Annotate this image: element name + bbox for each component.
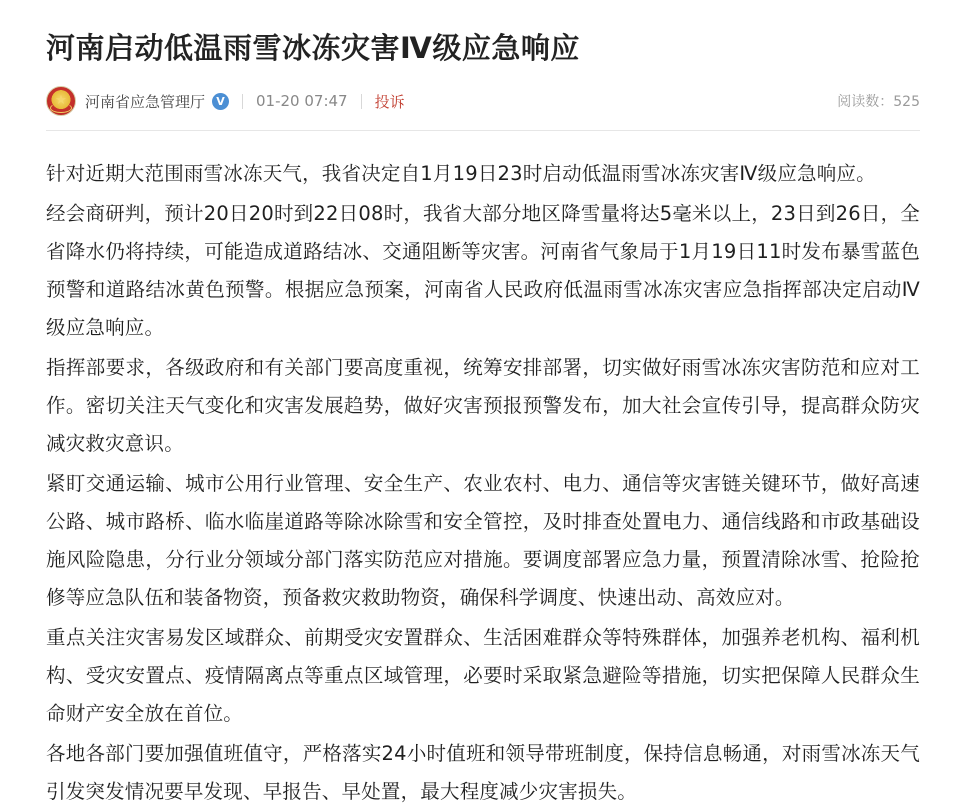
page-title: 河南启动低温雨雪冰冻灾害Ⅳ级应急响应 xyxy=(46,31,580,65)
publish-time: 01-20 07:47 xyxy=(256,92,348,110)
paragraph: 指挥部要求，各级政府和有关部门要高度重视，统筹安排部署，切实做好雨雪冰冻灾害防范和应对工作。密切关注天气变化和灾害发展趋势，做好灾害预报预警发布，加大社会宣传引导，提高群众防灾减灾救灾意识。 xyxy=(46,356,920,455)
paragraph: 重点关注灾害易发区域群众、前期受灾安置群众、生活困难群众等特殊群体，加强养老机构、福利机构、受灾安置点、疫情隔离点等重点区域管理，必要时采取紧急避险等措施，切实把保障人民群众生命财产安全放在首位。 xyxy=(46,626,920,725)
verified-badge-icon: V xyxy=(212,93,229,110)
paragraph: 经会商研判，预计20日20时到22日08时，我省大部分地区降雪量将达5毫米以上，23日到26日，全省降水仍将持续，可能造成道路结冰、交通阻断等灾害。河南省气象局于1月19日11时发布暴雪蓝色预警和道路结冰黄色预警。根据应急预案，河南省人民政府低温雨雪冰冻灾害应急指挥部决定启动Ⅳ级应急响应。 xyxy=(46,202,920,339)
paragraph: 紧盯交通运输、城市公用行业管理、安全生产、农业农村、电力、通信等灾害链关键环节，做好高速公路、城市路桥、临水临崖道路等除冰除雪和安全管控，及时排查处置电力、通信线路和市政基础设施风险隐患，分行业分领域分部门落实防范应对措施。要调度部署应急力量，预置清除冰雪、抢险抢修等应急队伍和装备物资，预备救灾救助物资，确保科学调度、快速出动、高效应对。 xyxy=(46,472,920,609)
article-meta-bar xyxy=(46,74,920,128)
source-name[interactable]: 河南省应急管理厅 xyxy=(85,92,206,111)
national-emblem-icon xyxy=(46,86,76,116)
paragraph: 针对近期大范围雨雪冰冻天气，我省决定自1月19日23时启动低温雨雪冰冻灾害Ⅳ级应急响应。 xyxy=(46,162,876,185)
paragraph: 各地各部门要加强值班值守，严格落实24小时值班和领导带班制度，保持信息畅通，对雨雪冰冻天气引发突发情况要早发现、早报告、早处置，最大程度减少灾害损失。 xyxy=(46,742,920,803)
emblem-ring xyxy=(50,103,72,113)
emblem-star: ★ xyxy=(55,92,67,108)
article-body xyxy=(46,131,920,811)
report-link[interactable]: 投诉 xyxy=(374,92,405,111)
meta-divider-2 xyxy=(361,94,362,109)
meta-divider-1 xyxy=(242,94,243,109)
read-count: 阅读数：525 xyxy=(837,94,920,110)
